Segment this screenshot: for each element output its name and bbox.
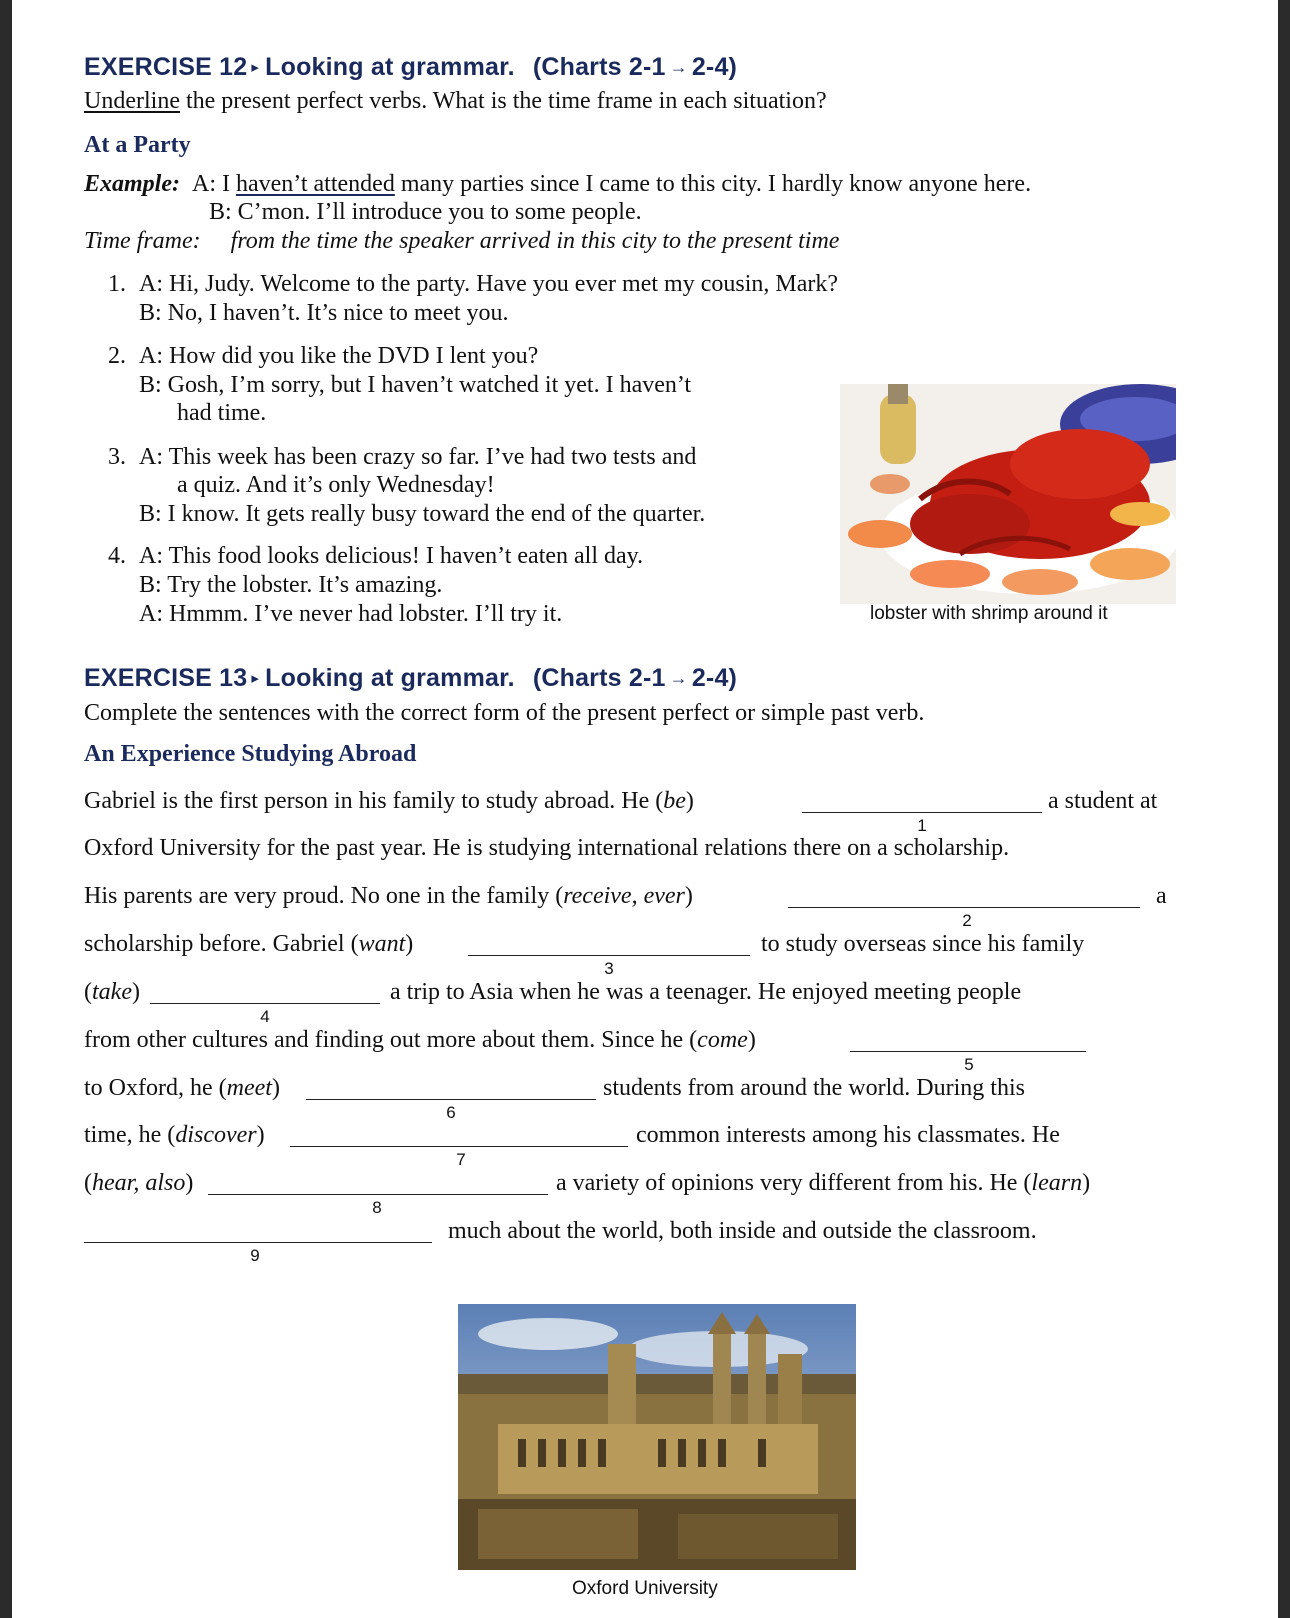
verb-cue: receive, ever — [563, 883, 685, 909]
text-segment: ) — [271, 1075, 280, 1101]
triangle-icon: ▸ — [251, 59, 260, 76]
blank-number: 2 — [962, 911, 972, 930]
item-4-line-a1: A: This food looks delicious! I haven’t eaten all day. — [139, 543, 644, 569]
lobster-illustration — [840, 384, 1176, 604]
answer-blank-6[interactable] — [306, 1099, 596, 1100]
exercise-12-charts-end: 2-4) — [691, 53, 738, 81]
item-1-line-b: B: No, I haven’t. It’s nice to meet you. — [139, 300, 509, 326]
passage-line-10: much about the world, both inside and outside the classroom. — [448, 1218, 1037, 1244]
answer-blank-5[interactable] — [850, 1051, 1086, 1052]
item-4-line-a2: A: Hmmm. I’ve never had lobster. I’ll try it. — [139, 601, 563, 627]
instruction-text: the present perfect verbs. What is the time frame in each situation? — [179, 88, 827, 114]
verb-cue: be — [663, 788, 686, 814]
example-line-b: B: C’mon. I’ll introduce you to some people. — [209, 199, 642, 225]
verb-cue: discover — [175, 1122, 257, 1148]
example-a-prefix: A: I — [192, 171, 236, 197]
verb-cue: hear, also — [92, 1170, 186, 1196]
arrow-icon: → — [669, 668, 688, 688]
text-segment: ) — [685, 788, 694, 814]
passage-line-3 — [84, 883, 693, 910]
item-4-number: 4. — [108, 543, 126, 569]
exercise-12-heading — [84, 53, 737, 82]
exercise-12-instructions — [84, 88, 827, 115]
answer-blank-3[interactable] — [468, 955, 750, 956]
exercise-13-instructions: Complete the sentences with the correct form of the present perfect or simple past verb. — [84, 700, 925, 726]
blank-number: 8 — [372, 1198, 382, 1217]
blank-number: 5 — [964, 1055, 974, 1074]
answer-blank-8[interactable] — [208, 1194, 548, 1195]
passage-line-6 — [84, 1027, 756, 1054]
item-4-line-b: B: Try the lobster. It’s amazing. — [139, 572, 443, 598]
blank-number: 7 — [456, 1150, 466, 1169]
item-2-line-b1: B: Gosh, I’m sorry, but I haven’t watched it yet. I haven’t — [139, 372, 692, 398]
item-3-number: 3. — [108, 444, 126, 470]
exercise-13-charts-start: (Charts 2-1 — [532, 664, 666, 692]
item-1-line-a: A: Hi, Judy. Welcome to the party. Have you ever met my cousin, Mark? — [139, 271, 838, 297]
text-segment: ) — [747, 1027, 756, 1053]
lobster-photo — [840, 384, 1176, 604]
exercise-13-subheading: An Experience Studying Abroad — [84, 741, 417, 767]
answer-blank-2[interactable] — [788, 907, 1140, 908]
exercise-13-charts-end: 2-4) — [691, 664, 738, 692]
exercise-13-title: Looking at grammar. — [265, 664, 515, 692]
text-segment: to Oxford, he ( — [84, 1075, 227, 1101]
answer-blank-1[interactable] — [802, 812, 1042, 813]
example-underlined-verb: haven’t attended — [236, 171, 395, 197]
text-segment: scholarship before. Gabriel ( — [84, 931, 359, 957]
text-segment: His parents are very proud. No one in the family ( — [84, 883, 564, 909]
text-segment — [556, 1170, 1090, 1197]
arrow-icon: → — [669, 57, 688, 77]
exercise-12-subheading: At a Party — [84, 132, 191, 158]
verb-cue: want — [358, 931, 406, 957]
text-segment: Gabriel is the first person in his family to study abroad. He ( — [84, 788, 664, 814]
item-3-line-b: B: I know. It gets really busy toward the end of the quarter. — [139, 501, 706, 527]
text-segment: ) — [185, 1170, 194, 1196]
answer-blank-9[interactable] — [84, 1242, 432, 1243]
page-content — [84, 0, 1244, 1618]
verb-cue: learn — [1031, 1170, 1083, 1196]
exercise-12-charts-start: (Charts 2-1 — [532, 53, 666, 81]
verb-cue: take — [92, 979, 132, 1005]
text-segment: ) — [405, 931, 414, 957]
text-segment: to study overseas since his family — [761, 931, 1085, 957]
blank-number: 6 — [446, 1103, 456, 1122]
item-3-line-a1: A: This week has been crazy so far. I’ve had two tests and — [139, 444, 697, 470]
textbook-page — [12, 0, 1278, 1618]
text-segment: ( — [84, 1170, 92, 1196]
text-segment: ) — [131, 979, 140, 1005]
passage-line-5 — [84, 979, 140, 1006]
passage-line-8 — [84, 1122, 265, 1149]
time-frame-label: Time frame: — [84, 228, 201, 254]
instruction-underline-word: Underline — [84, 88, 180, 114]
time-frame-text: from the time the speaker arrived in this city to the present time — [230, 228, 840, 254]
text-segment: students from around the world. During this — [603, 1075, 1025, 1101]
exercise-12-label: EXERCISE 12 — [84, 53, 248, 81]
verb-cue: meet — [226, 1075, 272, 1101]
item-1-number: 1. — [108, 271, 126, 297]
time-frame-line — [84, 228, 839, 255]
verb-cue: come — [697, 1027, 748, 1053]
passage-line-1 — [84, 788, 694, 815]
exercise-12-title: Looking at grammar. — [265, 53, 515, 81]
item-2-line-a: A: How did you like the DVD I lent you? — [139, 343, 539, 369]
answer-blank-7[interactable] — [290, 1146, 628, 1147]
passage-line-4 — [84, 931, 413, 958]
text-segment: a student at — [1048, 788, 1158, 814]
exercise-13-heading — [84, 664, 737, 693]
example-label: Example: — [84, 171, 180, 197]
answer-blank-4[interactable] — [150, 1003, 380, 1004]
text-segment: ( — [84, 979, 92, 1005]
item-3-line-a2: a quiz. And it’s only Wednesday! — [177, 472, 495, 498]
text-segment: ) — [684, 883, 693, 909]
text-segment: ) — [256, 1122, 265, 1148]
lobster-caption: lobster with shrimp around it — [870, 603, 1108, 624]
text-segment: a variety of opinions very different from his. He ( — [556, 1170, 1032, 1196]
blank-number: 3 — [604, 959, 614, 978]
exercise-13-label: EXERCISE 13 — [84, 664, 248, 692]
passage-line-9 — [84, 1170, 193, 1197]
text-segment: a trip to Asia when he was a teenager. He enjoyed meeting people — [390, 979, 1022, 1005]
text-segment: common interests among his classmates. He — [636, 1122, 1060, 1148]
oxford-illustration — [458, 1304, 856, 1570]
text-segment: from other cultures and finding out more about them. Since he ( — [84, 1027, 698, 1053]
item-2-number: 2. — [108, 343, 126, 369]
text-segment: ) — [1082, 1170, 1091, 1196]
passage-line-7 — [84, 1075, 280, 1102]
passage-line-2: Oxford University for the past year. He is studying international relations there on a scholarship. — [84, 835, 1010, 861]
text-segment: a — [1156, 883, 1167, 909]
example-line-a — [84, 171, 1031, 198]
oxford-photo — [458, 1304, 856, 1570]
blank-number: 1 — [917, 816, 927, 835]
text-segment: time, he ( — [84, 1122, 176, 1148]
item-2-line-b2: had time. — [177, 400, 267, 426]
blank-number: 4 — [260, 1007, 270, 1026]
blank-number: 9 — [250, 1246, 260, 1265]
example-a-rest: many parties since I came to this city. I hardly know anyone here. — [394, 171, 1032, 197]
triangle-icon: ▸ — [251, 670, 260, 687]
oxford-caption: Oxford University — [572, 1578, 718, 1599]
